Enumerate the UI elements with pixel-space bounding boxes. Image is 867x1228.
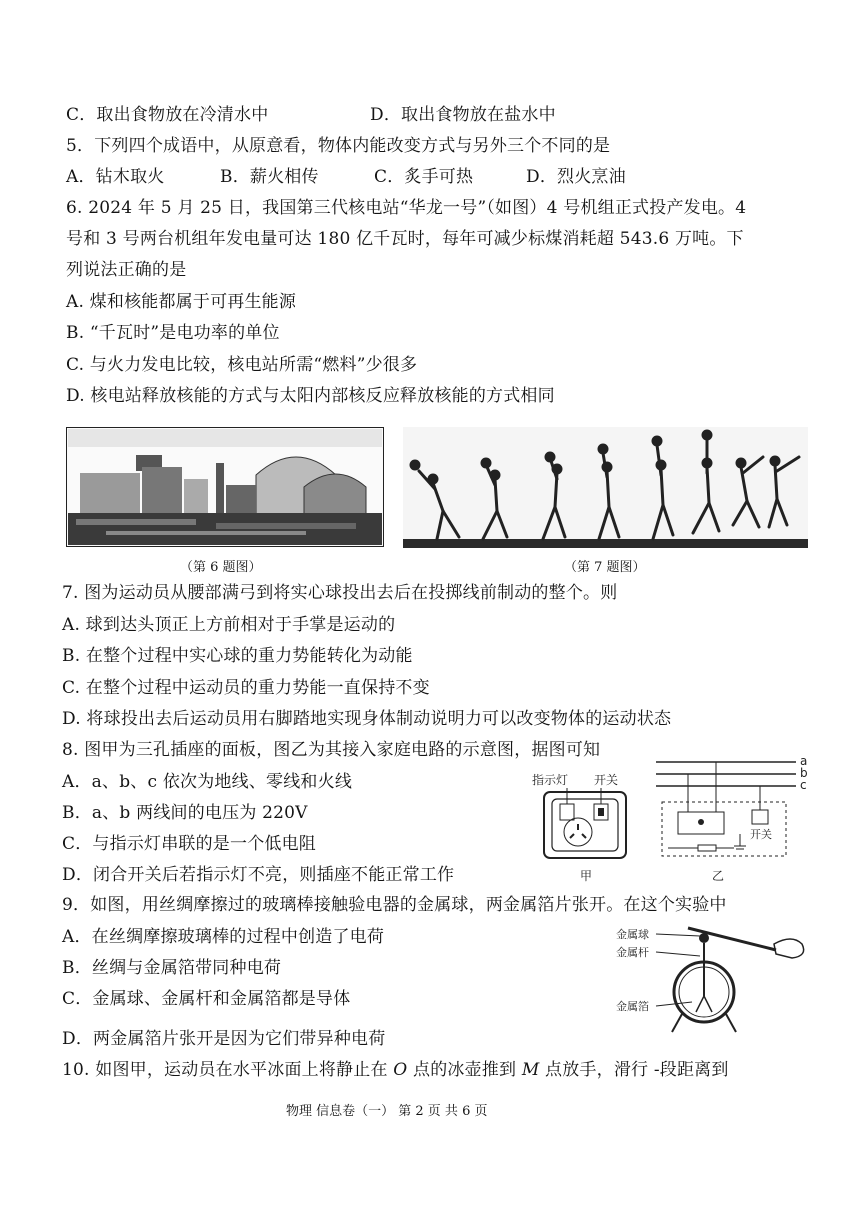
metal-ball-label: 金属球 bbox=[616, 928, 649, 941]
switch-label-2: 开关 bbox=[750, 828, 772, 841]
q7-option-b: B. 在整个过程中实心球的重力势能转化为动能 bbox=[62, 646, 413, 666]
figure-7-athlete-sequence-photo bbox=[403, 427, 808, 548]
q8-option-c: C．与指示灯串联的是一个低电阻 bbox=[62, 834, 317, 854]
q8-option-b: B．a、b 两线间的电压为 220V bbox=[62, 803, 308, 823]
q10-stem bbox=[62, 1059, 729, 1081]
q10-stem-part3: 点放手，滑行 -段距离到 bbox=[539, 1060, 729, 1080]
q6-option-c: C. 与火力发电比较，核电站所需“燃料”少很多 bbox=[66, 355, 418, 375]
figure-7-caption: （第 7 题图） bbox=[564, 560, 646, 575]
q8-stem: 8. 图甲为三孔插座的面板，图乙为其接入家庭电路的示意图，据图可知 bbox=[62, 740, 601, 760]
q8-option-a: A．a、b、c 依次为地线、零线和火线 bbox=[62, 772, 353, 792]
q7-option-d: D. 将球投出去后运动员用右脚踏地实现身体制动说明力可以改变物体的运动状态 bbox=[62, 709, 672, 729]
q10-point-m: M bbox=[521, 1060, 540, 1080]
q9-option-c: C．金属球、金属杆和金属箔都是导体 bbox=[62, 989, 351, 1009]
q10-stem-part1: 10. 如图甲，运动员在水平冰面上将静止在 bbox=[62, 1060, 394, 1080]
q7-stem: 7. 图为运动员从腰部满弓到将实心球投出去后在投掷线前制动的整个。则 bbox=[62, 583, 618, 603]
q9-stem: 9．如图，用丝绸摩擦过的玻璃棒接触验电器的金属球，两金属箔片张开。在这个实验中 bbox=[62, 895, 727, 915]
metal-rod-label: 金属杆 bbox=[616, 946, 649, 959]
figure-yi-label: 乙 bbox=[712, 869, 725, 883]
figure-jia-label: 甲 bbox=[580, 869, 593, 883]
figure-6-caption: （第 6 题图） bbox=[180, 560, 262, 575]
q7-option-c: C. 在整个过程中运动员的重力势能一直保持不变 bbox=[62, 678, 430, 698]
figure-6-nuclear-plant-photo bbox=[66, 427, 384, 547]
q6-stem-line3: 列说法正确的是 bbox=[66, 260, 187, 280]
indicator-light-label: 指示灯 bbox=[532, 773, 569, 787]
switch-label: 开关 bbox=[594, 773, 619, 787]
q6-stem-line2: 号和 3 号两台机组年发电量可达 180 亿千瓦时，每年可减少标煤消耗超 543.6 万吨。下 bbox=[66, 229, 744, 249]
q5-option-c: C．炙手可热 bbox=[374, 167, 474, 187]
q9-option-b: B．丝绸与金属箔带同种电荷 bbox=[62, 958, 282, 978]
q8-option-d: D．闭合开关后若指示灯不亮，则插座不能正常工作 bbox=[62, 865, 455, 885]
figure-8-socket-circuit bbox=[528, 752, 818, 886]
q6-option-b: B. “千瓦时”是电功率的单位 bbox=[66, 323, 280, 343]
q7-option-a: A. 球到达头顶正上方前相对于手掌是运动的 bbox=[62, 615, 396, 635]
q6-option-a: A. 煤和核能都属于可再生能源 bbox=[66, 292, 297, 312]
q9-option-d: D．两金属箔片张开是因为它们带异种电荷 bbox=[62, 1029, 386, 1049]
q10-point-o: O bbox=[393, 1060, 408, 1080]
q9-option-a: A．在丝绸摩擦玻璃棒的过程中创造了电荷 bbox=[62, 927, 385, 947]
wire-a-label: a bbox=[800, 754, 808, 768]
wire-b-label: b bbox=[800, 766, 808, 780]
q10-stem-part2: 点的冰壶推到 bbox=[407, 1060, 522, 1080]
figure-9-electroscope bbox=[616, 922, 812, 1036]
wire-c-label: c bbox=[800, 778, 807, 792]
q6-stem-line1: 6. 2024 年 5 月 25 日，我国第三代核电站“华龙一号”（如图）4 号机组正式投产发电。4 bbox=[66, 198, 747, 218]
q5-option-b: B．薪火相传 bbox=[220, 167, 319, 187]
metal-foil-label: 金属箔 bbox=[616, 1000, 649, 1013]
q4-option-c: C．取出食物放在冷清水中 bbox=[66, 105, 269, 125]
page-footer: 物理 信息卷（一） 第 2 页 共 6 页 bbox=[286, 1104, 488, 1119]
q4-option-d: D．取出食物放在盐水中 bbox=[370, 105, 556, 125]
q6-option-d: D. 核电站释放核能的方式与太阳内部核反应释放核能的方式相同 bbox=[66, 386, 555, 406]
q5-option-d: D．烈火烹油 bbox=[526, 167, 626, 187]
q5-stem: 5．下列四个成语中，从原意看，物体内能改变方式与另外三个不同的是 bbox=[66, 136, 611, 156]
q5-option-a: A．钻木取火 bbox=[66, 167, 165, 187]
